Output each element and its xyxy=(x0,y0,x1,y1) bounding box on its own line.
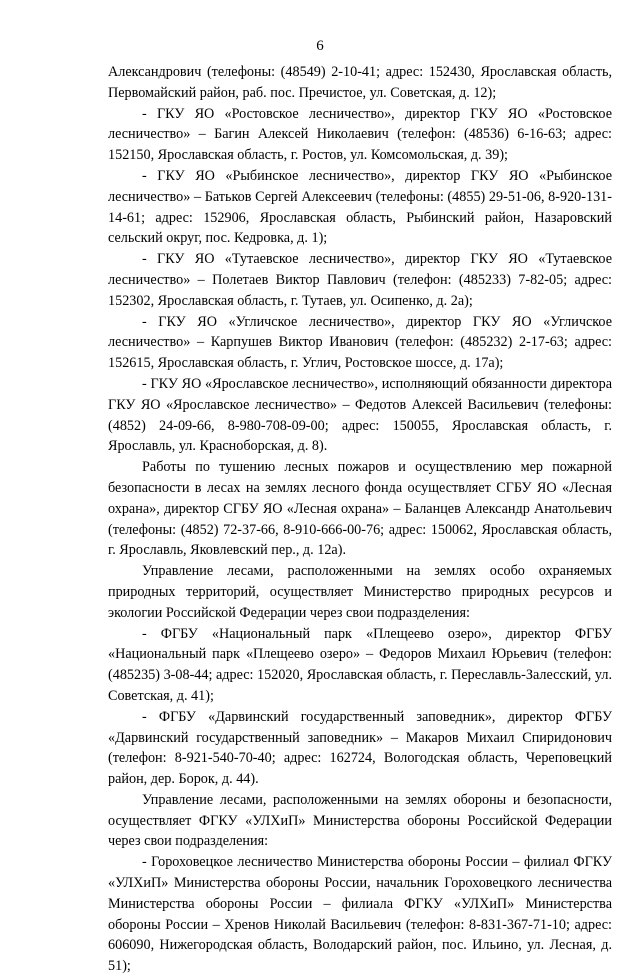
paragraph-defense-lands-intro: Управление лесами, расположенными на землях обороны и безопасности, осуществляет ФГКУ «УЛХиП» Министерства обороны Российской Федерации через свои подразделения: xyxy=(108,791,612,850)
page-number: 6 xyxy=(316,38,324,54)
paragraph-gorokhovets-forestry: - Гороховецкое лесничество Министерства обороны России – филиал ФГКУ «УЛХиП» Министерства обороны России, начальник Гороховецкого лесничества Министерства обороны России – филиала ФГКУ «УЛХиП» Министерства обороны России – Хренов Николай Васильевич (телефон: 8-831-367-71-10; адрес: 606090, Нижегородская область, Володарский район, пос. Ильино, ул. Лесная, д. 51); xyxy=(108,854,612,975)
paragraph-protected-areas-intro: Управление лесами, расположенными на землях особо охраняемых природных территорий, осуществляет Министерство природных ресурсов и экологии Российской Федерации через свои подразделения: xyxy=(108,563,612,621)
paragraph-tutaev-forestry: - ГКУ ЯО «Тутаевское лесничество», директор ГКУ ЯО «Тутаевское лесничество» – Полетаев Виктор Павлович (телефон: (485233) 7-82-05; адрес: 152302, Ярославская область, г. Тутаев, ул. Осипенко, д. 2а); xyxy=(108,251,612,309)
paragraph-rostov-forestry: - ГКУ ЯО «Ростовское лесничество», директор ГКУ ЯО «Ростовское лесничество» – Багин Алексей Николаевич (телефон: (48536) 6-16-63; адрес: 152150, Ярославская область, г. Ростов, ул. Комсомольская, д. 39); xyxy=(108,105,612,164)
document-body xyxy=(108,62,612,977)
paragraph-darwin-reserve: - ФГБУ «Дарвинский государственный заповедник», директор ФГБУ «Дарвинский государственный заповедник» – Макаров Михаил Спиридонович (телефон: 8-921-540-70-40; адрес: 162724, Вологодская область, Череповецкий район, дер. Борок, д. 44). xyxy=(108,708,612,788)
paragraph-fire-protection: Работы по тушению лесных пожаров и осуществлению мер пожарной безопасности в лесах на землях лесного фонда осуществляет СГБУ ЯО «Лесная охрана», директор СГБУ ЯО «Лесная охрана» – Баланцев Александр Анатольевич (телефоны: (4852) 72-37-66, 8-910-666-00-76; адрес: 150062, Ярославская область, г. Ярославль, Яковлевский пер., д. 12а). xyxy=(108,459,612,559)
paragraph-rybinsk-forestry: - ГКУ ЯО «Рыбинское лесничество», директор ГКУ ЯО «Рыбинское лесничество» – Батьков Сергей Алексеевич (телефоны: (4855) 29-51-06, 8-920-131-14-61; адрес: 152906, Ярославская область, Рыбинский район, Назаровский сельский округ, пос. Кедровка, д. 1); xyxy=(108,167,612,247)
paragraph-uglich-forestry: - ГКУ ЯО «Угличское лесничество», директор ГКУ ЯО «Угличское лесничество» – Карпушев Виктор Иванович (телефон: (485232) 2-17-63; адрес: 152615, Ярославская область, г. Углич, Ростовское шоссе, д. 17а); xyxy=(108,313,612,372)
paragraph-yaroslavl-forestry: - ГКУ ЯО «Ярославское лесничество», исполняющий обязанности директора ГКУ ЯО «Ярославское лесничество» – Федотов Алексей Васильевич (телефоны: (4852) 24-09-66, 8-980-708-09-00; адрес: 150055, Ярославская область, г. Ярославль, ул. Красноборская, д. 8). xyxy=(108,375,612,455)
paragraph-pleshcheevo-park: - ФГБУ «Национальный парк «Плещеево озеро», директор ФГБУ «Национальный парк «Плещеево озеро» – Федоров Михаил Юрьевич (телефон: (485235) 3-08-44; адрес: 152020, Ярославская область, г. Переславль-Залесский, ул. Советская, д. 41); xyxy=(108,625,612,704)
paragraph-continuation: Александрович (телефоны: (48549) 2-10-41; адрес: 152430, Ярославская область, Первомайский район, раб. пос. Пречистое, ул. Советская, д. 12); xyxy=(108,64,612,101)
